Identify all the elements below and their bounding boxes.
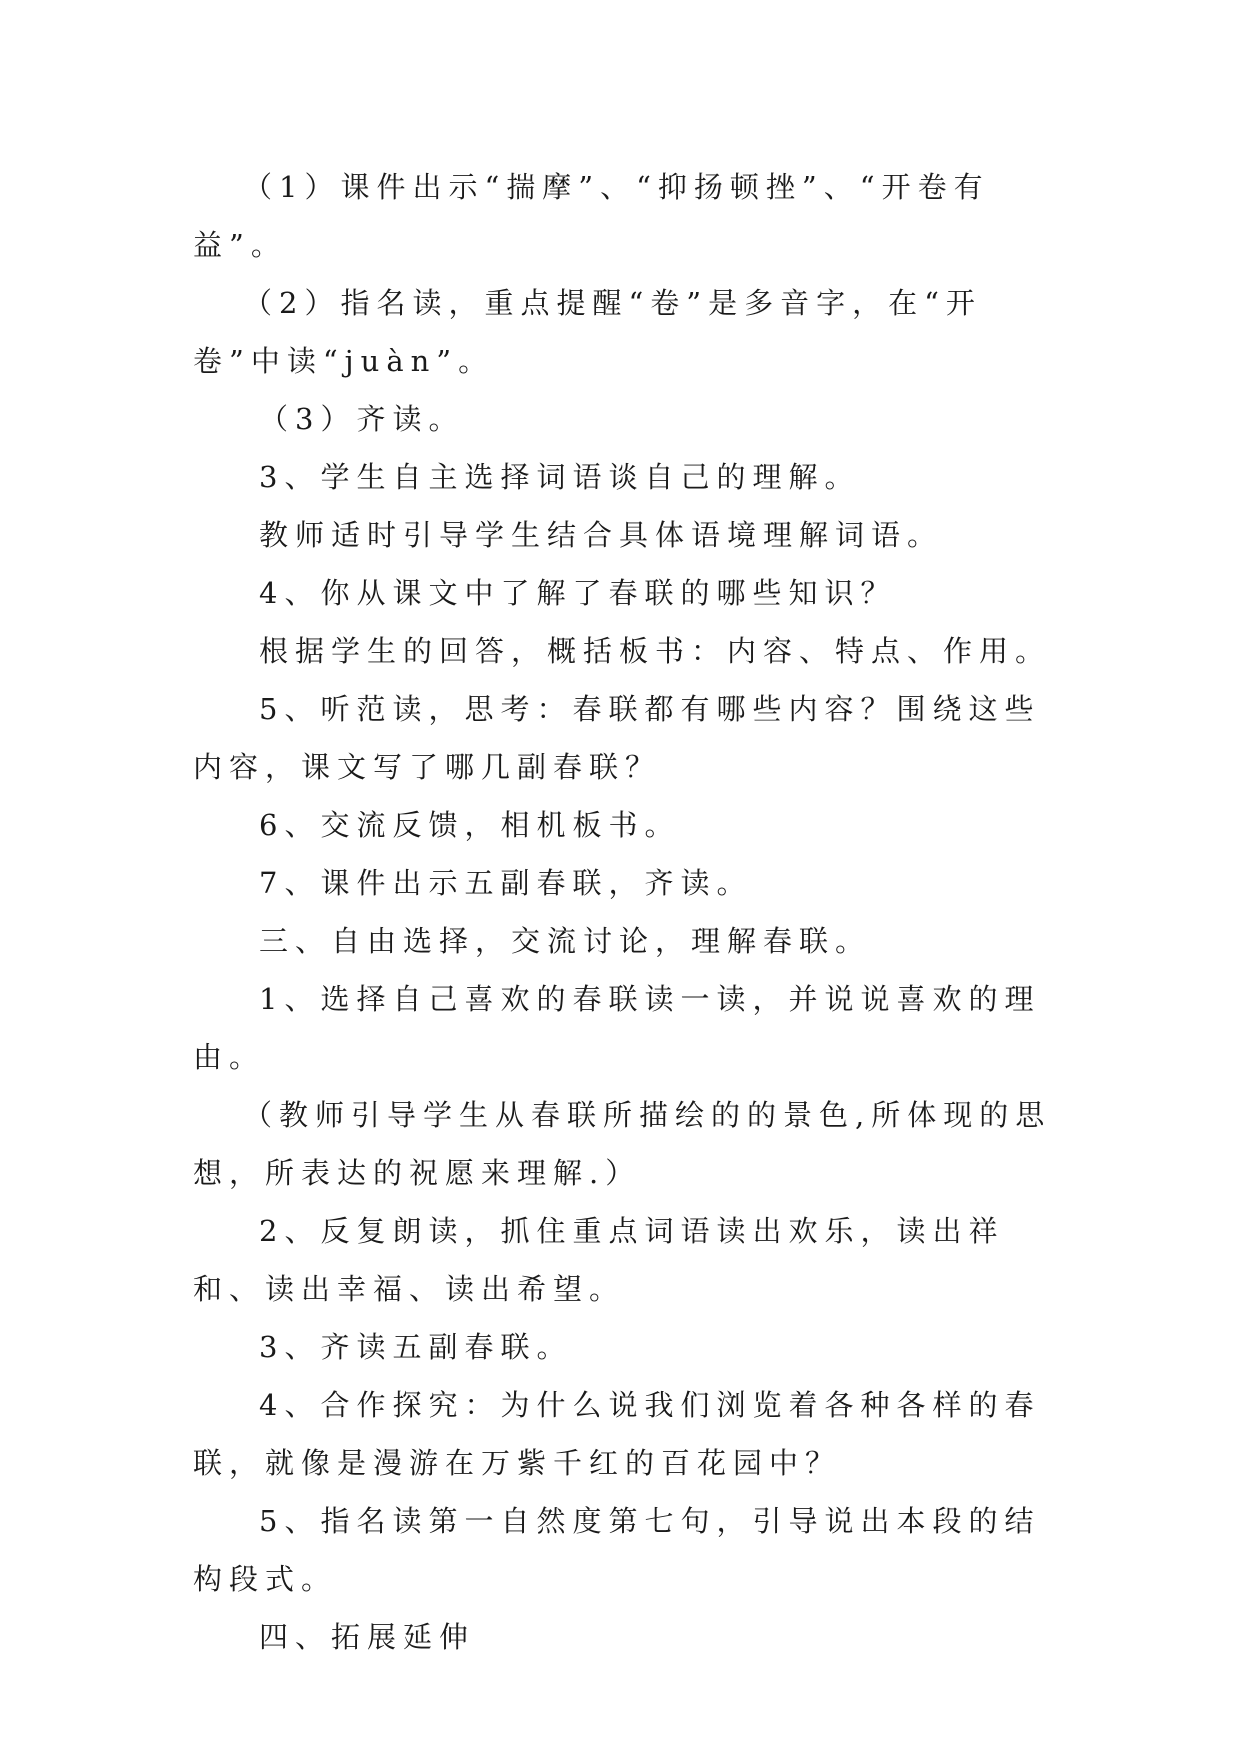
document-body [193,158,1073,1666]
paragraph-8: 5、听范读，思考：春联都有哪些内容？围绕这些内容，课文写了哪几副春联？ [193,692,1041,784]
paragraph-2: （2）指名读，重点提醒“卷”是多音字，在“开卷”中读“juàn”。 [193,286,982,378]
paragraph-16: 4、合作探究：为什么说我们浏览着各种各样的春联，就像是漫游在万紫千红的百花园中？ [193,1388,1041,1480]
paragraph-11: 三、自由选择，交流讨论，理解春联。 [259,924,872,958]
paragraph-18: 四、拓展延伸 [259,1620,476,1654]
paragraph-14: 2、反复朗读，抓住重点词语读出欢乐，读出祥和、读出幸福、读出希望。 [193,1214,1005,1306]
paragraph-6: 4、你从课文中了解了春联的哪些知识？ [259,576,897,610]
paragraph-1: （1）课件出示“揣摩”、“抑扬顿挫”、“开卷有益”。 [193,170,990,262]
paragraph-12: 1、选择自己喜欢的春联读一读，并说说喜欢的理由。 [193,982,1041,1074]
paragraph-3: （3）齐读。 [259,402,465,436]
paragraph-5: 教师适时引导学生结合具体语境理解词语。 [259,518,944,552]
paragraph-4: 3、学生自主选择词语谈自己的理解。 [259,460,861,494]
paragraph-9: 6、交流反馈，相机板书。 [259,808,681,842]
paragraph-15: 3、齐读五副春联。 [259,1330,573,1364]
paragraph-7: 根据学生的回答，概括板书：内容、特点、作用。 [259,634,1052,668]
paragraph-13: （教师引导学生从春联所描绘的的景色,所体现的思想，所表达的祝愿来理解.） [193,1098,1052,1190]
paragraph-17: 5、指名读第一自然度第七句，引导说出本段的结构段式。 [193,1504,1041,1596]
paragraph-10: 7、课件出示五副春联，齐读。 [259,866,753,900]
